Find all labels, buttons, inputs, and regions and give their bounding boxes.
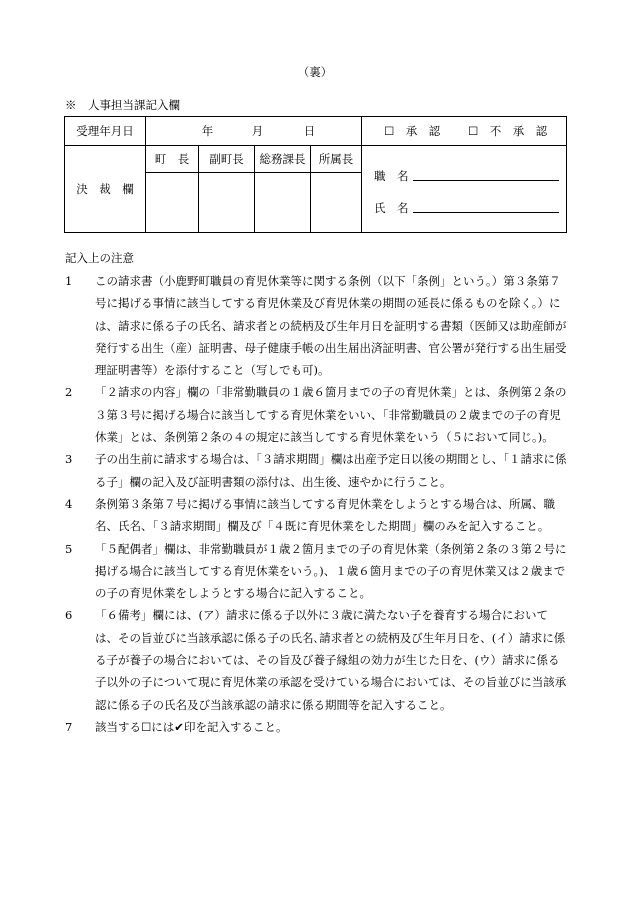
column-department-head: 所属長 (311, 146, 362, 173)
column-mayor: 町 長 (146, 146, 199, 173)
note-number: 5 (65, 541, 73, 556)
column-deputy-mayor: 副町長 (199, 146, 255, 173)
note-number: 4 (65, 496, 73, 511)
receipt-date-field[interactable] (146, 117, 362, 146)
note-number: 7 (65, 719, 73, 734)
note-text: 「５配偶者」欄は、非常勤職員が１歳２箇月までの子の育児休業（条例第２条の３第２号に掲げる場合に該当してする育児休業をいう。)、１歳６箇月までの子の育児休業又は２歳までの子の育児休業をしようとする場合に記入すること。 (95, 541, 567, 601)
hr-entry-table (64, 116, 567, 233)
note-text: 「２請求の内容」欄の「非常勤職員の１歳６箇月までの子の育児休業」とは、条例第２条の３第３号に掲げる場合に該当してする育児休業をいい、「非常勤職員の２歳までの子の育児休業」とは、条例第２条の４の規定に該当してする育児休業をいう（５において同じ。)。 (95, 385, 567, 445)
name-label: 氏 名 (374, 201, 409, 215)
receipt-date-label: 受理年月日 (65, 117, 146, 146)
stamp-department-head[interactable] (311, 173, 362, 233)
approve-checkbox[interactable]: ☐ 承 認 (384, 124, 441, 138)
note-text: この請求書（小鹿野町職員の育児休業等に関する条例（以下「条例」という。）第３条第７号に掲げる事情に該当してする育児休業及び育児休業の期間の延長に係るものを除く。）には、請求に係る子の氏名、請求者との続柄及び生年月日を証明する書類（医師又は助産師が発行する出生（産）証明書、母子健康手帳の出生届出済証明書、官公署が発行する出生届受理証明書等）を添付すること（写しでも可)。 (95, 274, 567, 378)
column-general-affairs-chief: 総務課長 (255, 146, 311, 173)
note-item (65, 448, 570, 493)
note-text: 子の出生前に請求する場合は、「３請求期間」欄は出産予定日以後の期間とし、「１請求に係る子」欄の記入及び証明書類の添付は、出生後、速やかに行うこと。 (95, 452, 567, 489)
decision-label: 決 裁 欄 (65, 146, 146, 233)
disapprove-checkbox[interactable]: ☐ 不 承 認 (467, 124, 548, 138)
note-item (65, 493, 570, 538)
note-number: 6 (65, 608, 73, 623)
note-item (65, 716, 570, 738)
approval-cell (362, 117, 567, 146)
job-title-label: 職 名 (374, 169, 409, 183)
notes-heading: 記入上の注意 (65, 251, 134, 265)
note-number: 3 (65, 452, 73, 467)
note-number: 2 (65, 385, 73, 400)
job-title-row (374, 168, 566, 200)
note-item (65, 270, 570, 381)
page-header: （裏） (297, 65, 333, 79)
note-item (65, 538, 570, 605)
stamp-mayor[interactable] (146, 173, 199, 233)
note-text: 該当する☐には✔印を記入すること。 (95, 719, 288, 734)
name-line[interactable] (413, 200, 559, 213)
signature-cell (362, 146, 567, 233)
name-row (374, 200, 566, 232)
note-item (65, 604, 570, 715)
year-label: 年 (201, 124, 214, 138)
note-text: 条例第３条第７号に掲げる事情に該当してする育児休業をしようとする場合は、所属、職名、氏名、「３請求期間」欄及び「４既に育児休業をした期間」欄のみを記入すること。 (95, 496, 555, 534)
note-text: 「６備考」欄には、(ア）請求に係る子以外に３歳に満たない子を養育する場合においては、その旨並びに当該承認に係る子の氏名､請求者との続柄及び生年月日を、(イ）請求に係る子が養子の場合においては、その旨及び養子縁組の効力が生じた日を、(ウ）請求に係る子以外の子について現に育児休業の承認を受けている場合においては、その旨並びに当該承認に係る子の氏名及び当該承認の請求に係る期間等を記入すること。 (95, 608, 567, 712)
month-label: 月 (251, 124, 264, 138)
note-item (65, 381, 570, 448)
job-title-line[interactable] (413, 168, 559, 181)
day-label: 日 (303, 124, 316, 138)
stamp-general-affairs-chief[interactable] (255, 173, 311, 233)
note-number: 1 (65, 274, 73, 288)
section-title: ※ 人事担当課記入欄 (65, 98, 180, 112)
stamp-deputy-mayor[interactable] (199, 173, 255, 233)
notes-list (65, 270, 570, 738)
